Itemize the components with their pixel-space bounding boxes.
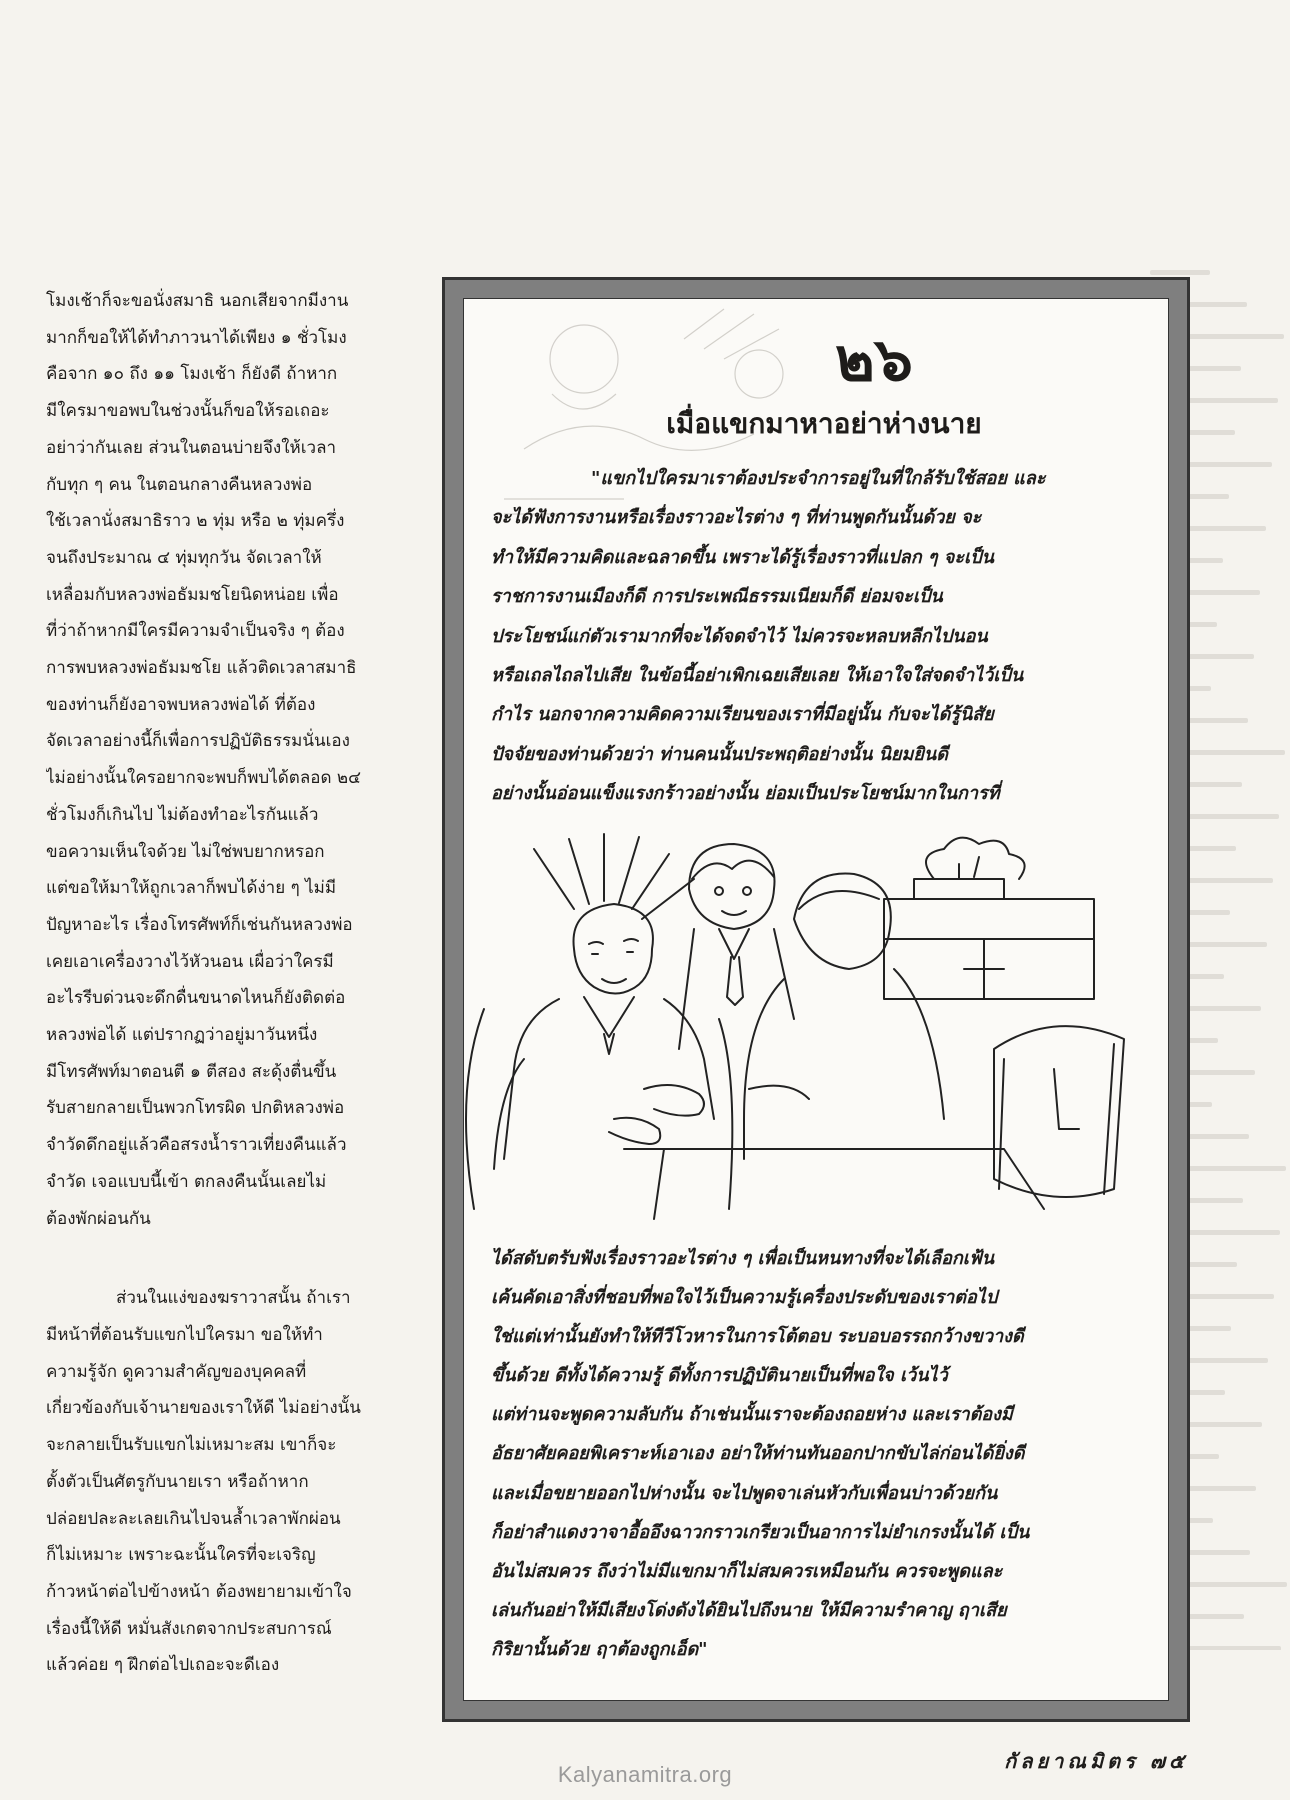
- text-line: อย่างนั้นอ่อนแข็งแรงกร้าวอย่างนั้น ย่อมเป็นประโยชน์มากในการที่: [491, 783, 1000, 805]
- text-line: ทำให้มีความคิดและฉลาดขึ้น เพราะได้รู้เรื่องราวที่แปลก ๆ จะเป็น: [491, 546, 994, 568]
- box-text-bottom: [491, 1239, 1149, 1669]
- text-line: อัธยาศัยคอยพิเคราะห์เอาเอง อย่าให้ท่านทันออกปากขับไล่ก่อนได้ยิ่งดี: [491, 1443, 1025, 1465]
- text-line: อย่าว่ากันเลย ส่วนในตอนบ่ายจึงให้เวลา: [46, 437, 337, 458]
- text-line: กำไร นอกจากความคิดความเรียนของเราที่มีอยู่นั้น กับจะได้รู้นิสัย: [491, 704, 994, 726]
- text-line: มีหน้าที่ต้อนรับแขกไปใครมา ขอให้ทำ: [46, 1324, 323, 1345]
- text-line: ความรู้จัก ดูความสำคัญของบุคคลที่: [46, 1361, 307, 1382]
- text-line: ใช้เวลานั่งสมาธิราว ๒ ทุ่ม หรือ ๒ ทุ่มครึ่ง: [46, 511, 345, 532]
- text-line: จะได้ฟังการงานหรือเรื่องราวอะไรต่าง ๆ ที่ท่านพูดกันนั้นด้วย จะ: [491, 507, 982, 529]
- bleed-through-line: [1150, 270, 1210, 275]
- magazine-page-footer: กัลยาณมิตร ๗๕: [1004, 1749, 1188, 1773]
- site-watermark: Kalyanamitra.org: [557, 1762, 733, 1787]
- text-line: หลวงพ่อได้ แต่ปรากฏว่าอยู่มาวันหนึ่ง: [46, 1025, 318, 1046]
- text-line: จะกลายเป็นรับแขกไม่เหมาะสม เขาก็จะ: [46, 1435, 337, 1456]
- text-line: ปล่อยปละละเลยเกินไปจนล้ำเวลาพักผ่อน: [46, 1508, 341, 1529]
- text-line: การพบหลวงพ่อธัมมชโย แล้วติดเวลาสมาธิ: [46, 658, 357, 679]
- text-line: เรื่องนี้ให้ดี หมั่นสังเกตจากประสบการณ์: [46, 1618, 332, 1639]
- office-illustration: [464, 829, 1169, 1229]
- chapter-number: ๒๖: [835, 325, 913, 395]
- text-line: ไม่อย่างนั้นใครอยากจะพบก็พบได้ตลอด ๒๔: [46, 768, 361, 789]
- text-line: ก็อย่าสำแดงวาจาอื้ออึงฉาวกราวเกรียวเป็นอาการไม่ยำเกรงนั้นได้ เป็น: [491, 1521, 1030, 1543]
- text-line: หรือเถลไถลไปเสีย ในข้อนี้อย่าเพิกเฉยเสียเลย ให้เอาใจใส่จดจำไว้เป็น: [491, 665, 1024, 687]
- left-paragraph-1: [46, 283, 406, 1237]
- text-line: และเมื่อขยายออกไปห่างนั้น จะไปพูดจาเล่นหัวกับเพื่อนบ่าวด้วยกัน: [491, 1482, 998, 1504]
- text-line: กับทุก ๆ คน ในตอนกลางคืนหลวงพ่อ: [46, 474, 313, 495]
- text-line: ก้าวหน้าต่อไปข้างหน้า ต้องพยายามเข้าใจ: [46, 1581, 352, 1602]
- text-line: เคยเอาเครื่องวางไว้หัวนอน เผื่อว่าใครมี: [46, 951, 334, 972]
- text-line: อันไม่สมควร ถึงว่าไม่มีแขกมาก็ไม่สมควรเหมือนกัน ควรจะพูดและ: [491, 1560, 1003, 1582]
- article-frame: [442, 277, 1190, 1722]
- text-line: มีโทรศัพท์มาตอนตี ๑ ตีสอง สะดุ้งตื่นขึ้น: [46, 1061, 337, 1082]
- chapter-title: เมื่อแขกมาหาอย่าห่างนาย: [666, 407, 982, 440]
- text-line: เกี่ยวข้องกับเจ้านายของเราให้ดี ไม่อย่างนั้น: [46, 1398, 361, 1419]
- text-line: ได้สดับตรับฟังเรื่องราวอะไรต่าง ๆ เพื่อเป็นหนทางที่จะได้เลือกเฟ้น: [491, 1248, 995, 1269]
- text-line: กิริยานั้นด้วย ฤาต้องถูกเอ็ด": [491, 1638, 708, 1660]
- text-line: แต่ท่านจะพูดความลับกัน ถ้าเช่นนั้นเราจะต้องถอยห่าง และเราต้องมี: [491, 1404, 1013, 1426]
- text-line: แต่ขอให้มาให้ถูกเวลาก็พบได้ง่าย ๆ ไม่มี: [46, 878, 337, 899]
- text-line: เหลื่อมกับหลวงพ่อธัมมชโยนิดหน่อย เพื่อ: [46, 584, 339, 605]
- text-line: ของท่านก็ยังอาจพบหลวงพ่อได้ ที่ต้อง: [46, 694, 316, 715]
- text-line: มีใครมาขอพบในช่วงนั้นก็ขอให้รอเถอะ: [46, 401, 330, 422]
- text-line: "แขกไปใครมาเราต้องประจำการอยู่ในที่ใกล้รับใช้สอย และ: [591, 468, 1046, 489]
- text-line: ก็ไม่เหมาะ เพราะฉะนั้นใครที่จะเจริญ: [46, 1545, 316, 1566]
- text-line: อะไรรีบด่วนจะดึกดื่นขนาดไหนก็ยังติดต่อ: [46, 988, 346, 1009]
- text-line: จำวัดดึกอยู่แล้วคือสรงน้ำราวเที่ยงคืนแล้ว: [46, 1135, 347, 1156]
- text-line: ชั่วโมงก็เกินไป ไม่ต้องทำอะไรกันแล้ว: [46, 804, 319, 825]
- text-line: ปัญหาอะไร เรื่องโทรศัพท์ก็เช่นกันหลวงพ่อ: [46, 914, 353, 935]
- text-line: ขึ้นด้วย ดีทั้งได้ความรู้ ดีทั้งการปฏิบัตินายเป็นที่พอใจ เว้นไว้: [491, 1365, 948, 1387]
- left-column: [46, 283, 406, 1684]
- text-line: ประโยชน์แก่ตัวเรามากที่จะได้จดจำไว้ ไม่ควรจะหลบหลีกไปนอน: [491, 625, 988, 647]
- article-box: [463, 298, 1169, 1701]
- text-line: แล้วค่อย ๆ ฝึกต่อไปเถอะจะดีเอง: [46, 1655, 280, 1676]
- text-line: โมงเช้าก็จะขอนั่งสมาธิ นอกเสียจากมีงาน: [46, 291, 349, 311]
- text-line: ตั้งตัวเป็นศัตรูกับนายเรา หรือถ้าหาก: [46, 1471, 309, 1492]
- text-line: ขอความเห็นใจด้วย ไม่ใช่พบยากหรอก: [46, 841, 325, 862]
- text-line: มากก็ขอให้ได้ทำภาวนาได้เพียง ๑ ชั่วโมง: [46, 327, 347, 348]
- text-line: ราชการงานเมืองก็ดี การประเพณีธรรมเนียมก็ดี ย่อมจะเป็น: [491, 586, 943, 608]
- box-text-top: [491, 459, 1149, 814]
- text-line: จัดเวลาอย่างนี้ก็เพื่อการปฏิบัติธรรมนั่นเอง: [46, 731, 350, 752]
- left-paragraph-2: [46, 1280, 406, 1684]
- text-line: จนถึงประมาณ ๔ ทุ่มทุกวัน จัดเวลาให้: [46, 547, 322, 568]
- text-line: ส่วนในแง่ของฆราวาสนั้น ถ้าเรา: [116, 1288, 351, 1309]
- text-line: คือจาก ๑๐ ถึง ๑๑ โมงเช้า ก็ยังดี ถ้าหาก: [46, 364, 338, 385]
- text-line: เล่นกันอย่าให้มีเสียงโด่งดังได้ยินไปถึงนาย ให้มีความรำคาญ ฤาเสีย: [491, 1599, 1007, 1621]
- text-line: ที่ว่าถ้าหากมีใครมีความจำเป็นจริง ๆ ต้อง: [46, 621, 345, 642]
- text-line: ต้องพักผ่อนกัน: [46, 1208, 151, 1229]
- text-line: รับสายกลายเป็นพวกโทรผิด ปกติหลวงพ่อ: [46, 1098, 345, 1119]
- text-line: จำวัด เจอแบบนี้เข้า ตกลงคืนนั้นเลยไม่: [46, 1171, 327, 1192]
- text-line: ปัจจัยของท่านด้วยว่า ท่านคนนั้นประพฤติอย่างนั้น นิยมยินดี: [491, 743, 948, 765]
- text-line: ใช่แต่เท่านั้นยังทำให้ทีวีโวหารในการโต้ตอบ ระบอบอรรถกว้างขวางดี: [491, 1326, 1024, 1348]
- text-line: เค้นคัดเอาสิ่งที่ชอบที่พอใจไว้เป็นความรู้เครื่องประดับของเราต่อไป: [491, 1287, 998, 1309]
